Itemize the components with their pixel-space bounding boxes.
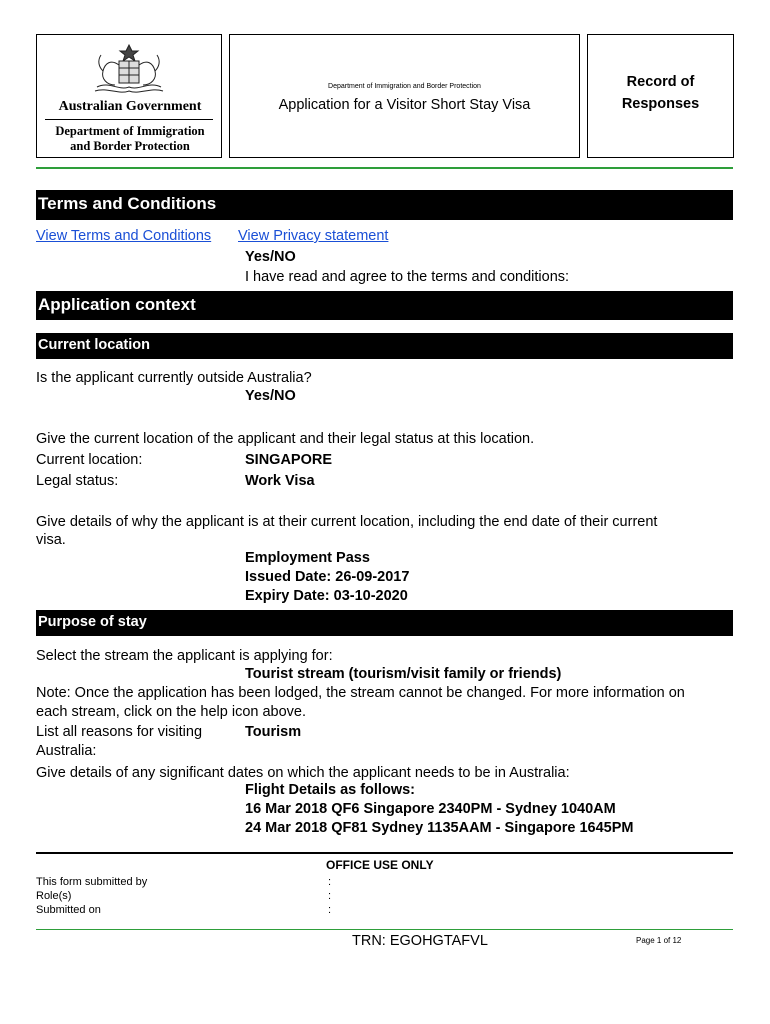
details-question-line-1: Give details of why the applicant is at their current location, including the end date of their current <box>36 514 658 530</box>
submitted-by-label: This form submitted by <box>36 876 148 888</box>
details-answer-line-1: Employment Pass <box>245 550 370 566</box>
stream-answer: Tourist stream (tourism/visit family or friends) <box>245 666 562 682</box>
terms-heading-text: Terms and Conditions <box>38 194 217 213</box>
header-title-box <box>229 34 580 158</box>
terms-agree-text: I have read and agree to the terms and conditions: <box>245 269 570 285</box>
dates-answer-line-2: 16 Mar 2018 QF6 Singapore 2340PM - Sydney 1040AM <box>245 801 616 817</box>
details-answer-line-2: Issued Date: 26-09-2017 <box>245 569 410 585</box>
terms-heading <box>36 190 733 220</box>
legal-status-label: Legal status: <box>36 473 119 489</box>
office-divider <box>36 852 733 854</box>
record-line-2: Responses <box>621 96 700 112</box>
office-use-heading: OFFICE USE ONLY <box>326 858 434 872</box>
reasons-value: Tourism <box>245 724 302 740</box>
coat-of-arms-icon <box>89 41 169 97</box>
trn-text: TRN: EGOHGTAFVL <box>352 933 488 949</box>
details-answer-line-3: Expiry Date: 03-10-2020 <box>245 588 408 604</box>
outside-answer: Yes/NO <box>245 388 296 404</box>
dept-line-1: Department of Immigration <box>55 124 205 138</box>
page-number: Page 1 of 12 <box>636 936 682 945</box>
view-privacy-link[interactable]: View Privacy statement <box>238 228 389 244</box>
current-location-label: Current location: <box>36 452 143 468</box>
dates-answer-line-1: Flight Details as follows: <box>245 782 415 798</box>
purpose-heading-text: Purpose of stay <box>38 614 147 630</box>
form-title: Application for a Visitor Short Stay Visa <box>278 97 531 113</box>
reasons-label-line-1: List all reasons for visiting <box>36 724 203 740</box>
stream-note-line-2: each stream, click on the help icon above. <box>36 704 307 720</box>
header-logo-box <box>36 34 222 158</box>
dates-question: Give details of any significant dates on which the applicant needs to be in Australia: <box>36 765 570 781</box>
dept-line-2: and Border Protection <box>70 139 190 153</box>
gov-line: Australian Government <box>58 99 202 114</box>
roles-colon: : <box>328 890 332 902</box>
stream-question: Select the stream the applicant is applying for: <box>36 648 333 664</box>
submitted-on-label: Submitted on <box>36 904 101 916</box>
current-location-heading-text: Current location <box>38 337 150 353</box>
stream-note-line-1: Note: Once the application has been lodged, the stream cannot be changed. For more information on <box>36 685 685 701</box>
details-question-line-2: visa. <box>36 532 66 548</box>
context-heading <box>36 291 733 320</box>
submitted-by-colon: : <box>328 876 332 888</box>
submitted-on-colon: : <box>328 904 332 916</box>
terms-answer: Yes/NO <box>245 249 296 265</box>
logo-divider <box>45 119 213 120</box>
roles-label: Role(s) <box>36 890 72 902</box>
give-location-question: Give the current location of the applicant and their legal status at this location. <box>36 431 535 447</box>
purpose-heading <box>36 610 733 636</box>
green-divider <box>36 167 733 169</box>
outside-question: Is the applicant currently outside Australia? <box>36 370 312 386</box>
current-location-value: SINGAPORE <box>245 452 333 468</box>
view-terms-link[interactable]: View Terms and Conditions <box>36 228 212 244</box>
current-location-heading <box>36 333 733 359</box>
footer-divider <box>36 929 733 930</box>
legal-status-value: Work Visa <box>245 473 315 489</box>
record-line-1: Record of <box>626 74 695 90</box>
context-heading-text: Application context <box>38 295 196 314</box>
dept-small-text: Department of Immigration and Border Protection <box>328 83 481 90</box>
header-record-box <box>587 34 734 158</box>
reasons-label-line-2: Australia: <box>36 743 97 759</box>
dates-answer-line-3: 24 Mar 2018 QF81 Sydney 1135AAM - Singapore 1645PM <box>245 820 634 836</box>
